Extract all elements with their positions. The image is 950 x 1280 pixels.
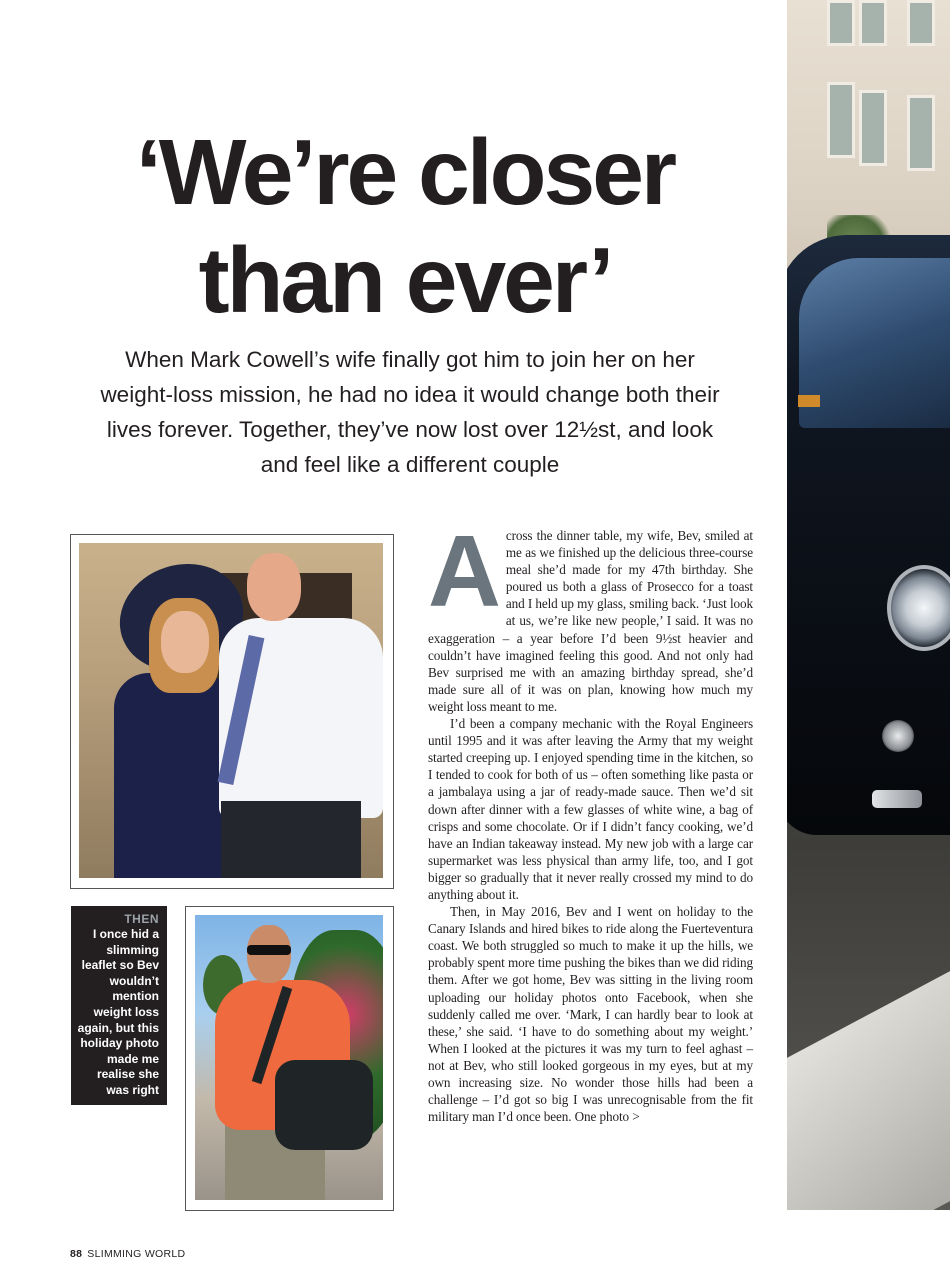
article-body <box>428 516 753 1125</box>
cab-windscreen <box>799 258 950 428</box>
sunglasses <box>247 945 291 955</box>
couple-photo <box>79 543 383 878</box>
foglight <box>882 720 914 752</box>
taxi-sign <box>798 395 820 407</box>
then-caption-text: I once hid a slimming leaflet so Bev wouldn’t mention weight loss again, but this holiday photo made me realise she was right <box>77 927 159 1097</box>
woman-figure <box>114 673 234 878</box>
shoulder-bag <box>275 1060 373 1150</box>
headline <box>60 118 750 334</box>
magazine-name: SLIMMING WORLD <box>87 1248 186 1260</box>
bumper-light <box>872 790 922 808</box>
headline-line-1: ‘We’re closer <box>135 120 675 224</box>
taxi-photo <box>787 0 950 1210</box>
drop-cap: A <box>428 516 501 628</box>
folio <box>70 1248 185 1260</box>
then-photo <box>195 915 383 1200</box>
paragraph: Across the dinner table, my wife, Bev, smiled at me as we finished up the delicious three-course meal she’d made for my 47th birthday. She poured us both a glass of Prosecco for a toast and I held up my glass, smiling back. ‘Just look at us, we’re like new people,’ I said. It was no exaggeration – a year before I’d been 9½st heavier and couldn’t have imagined feeling this good. And not only had Bev surprised me with an amazing birthday spread, she’d made sure all of it was on plan, knowing how much my weight loss meant to me. <box>428 516 753 714</box>
headline-line-2: than ever’ <box>198 228 612 332</box>
then-label: THEN <box>124 912 159 926</box>
page-number: 88 <box>70 1248 83 1260</box>
standfirst: When Mark Cowell’s wife finally got him to join her on her weight-loss mission, he had no idea it would change both their lives forever. Together, they’ve now lost over 12½st, and look and feel like a different couple <box>100 347 720 477</box>
then-caption <box>71 906 167 1105</box>
paragraph: Then, in May 2016, Bev and I went on holiday to the Canary Islands and hired bikes to ride along the Fuerteventura coast. We both struggled so much to make it up the hills, we probably spent more time pushing the bikes than we did riding them. After we got home, Bev was sitting in the living room uploading our holiday photos onto Facebook, when she suddenly called me over. ‘Mark, I can hardly bear to look at these,’ she said. ‘I have to do something about my weight.’ When I looked at the pictures it was my turn to feel aghast – not at Bev, who still looked gorgeous in my eyes, but at my own increasing size. No wonder those hills had been a challenge – I’d got so big I was unrecognisable from the fit military man I’d once been. One photo > <box>428 904 753 1125</box>
paragraph: I’d been a company mechanic with the Royal Engineers until 1995 and it was after leaving the Army that my weight started creeping up. I enjoyed spending time in the kitchen, so I tended to cook for both of us – often something like pasta or a jambalaya using a jar of ready-made sauce. Then we’d sit down after dinner with a few glasses of white wine, a bag of crisps and some chocolate. Or if I didn’t fancy cooking, we’d have an Indian takeaway instead. My new job with a large car supermarket was less physical than army life, too, and I got bigger so gradually that it never really crossed my mind to do anything about it. <box>428 716 753 902</box>
